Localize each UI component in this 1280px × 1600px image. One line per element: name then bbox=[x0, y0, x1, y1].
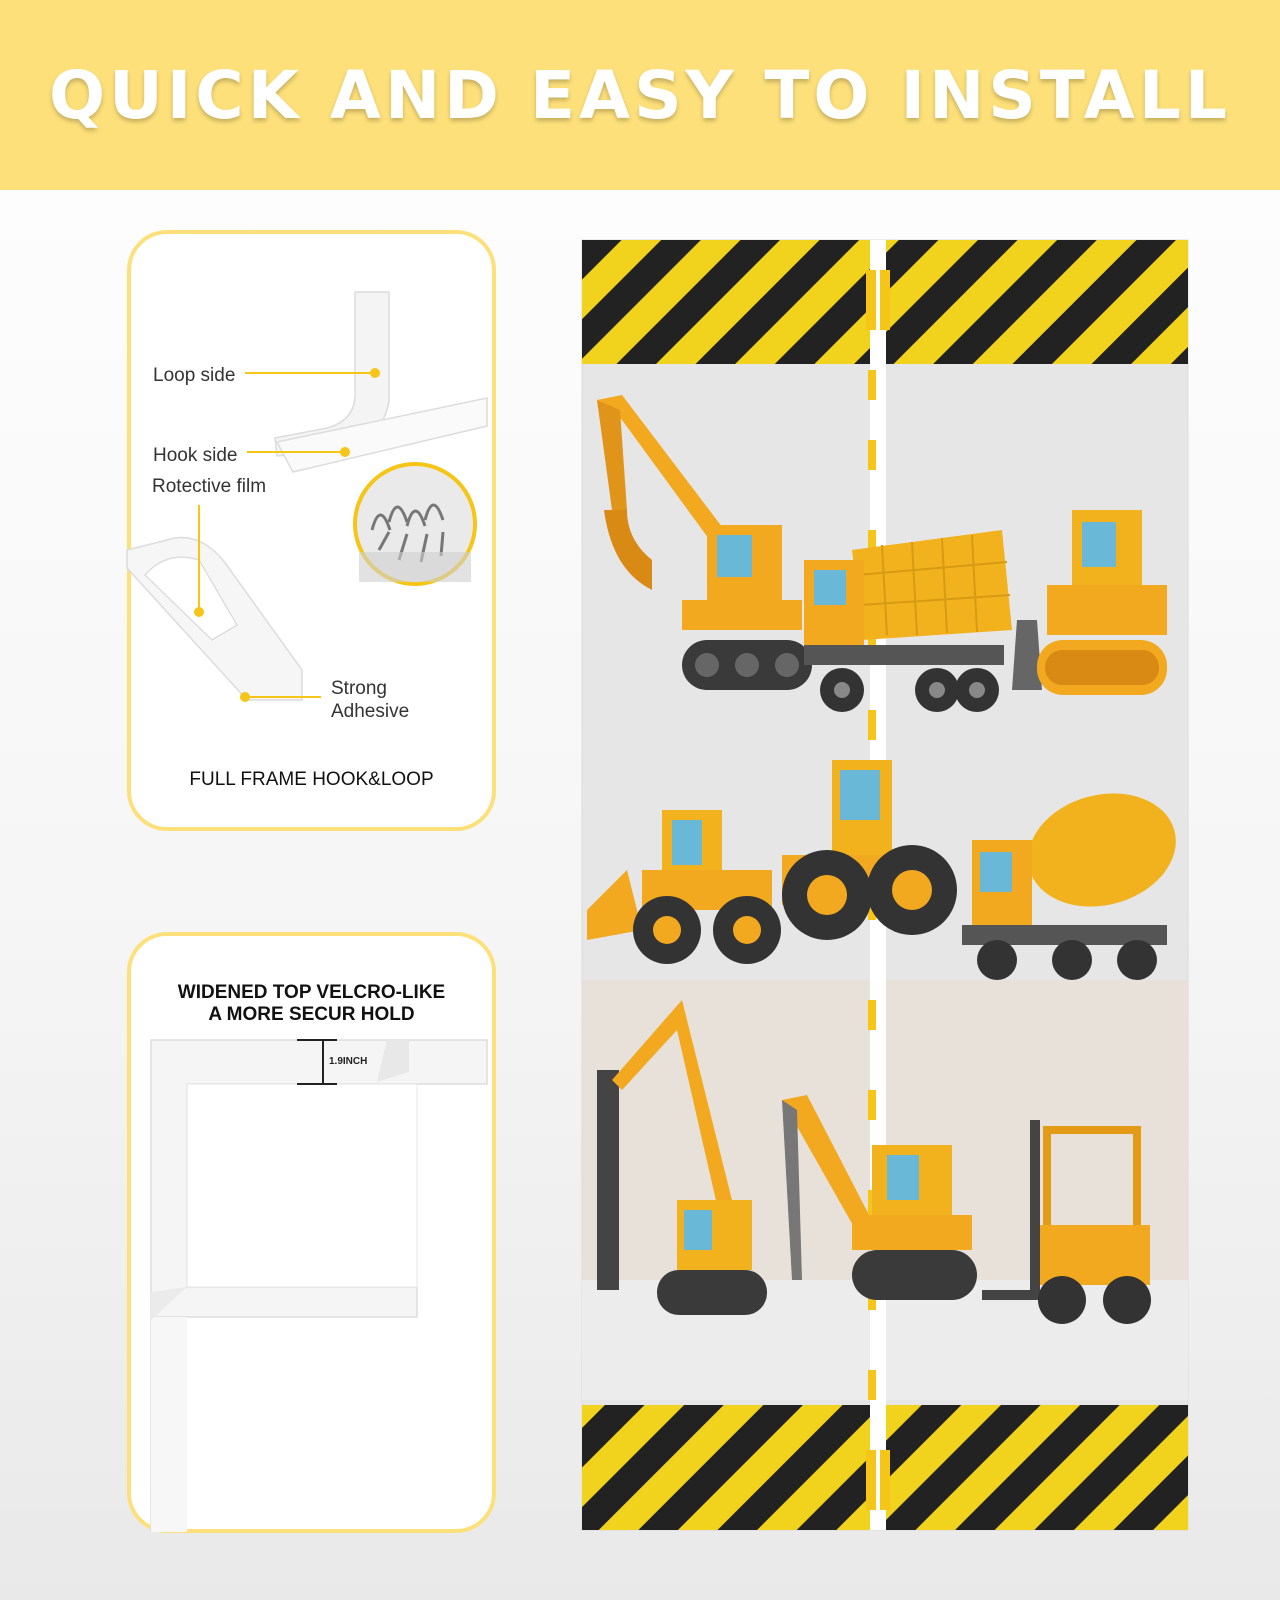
screen-door-curtain bbox=[582, 240, 1188, 1530]
hook-loop-card bbox=[127, 230, 496, 831]
velcro-title-line1: WIDENED TOP VELCRO-LIKE bbox=[177, 982, 446, 1003]
velcro-frame-illustration bbox=[127, 932, 496, 1533]
hook-loop-caption: FULL FRAME HOOK&LOOP bbox=[189, 769, 434, 790]
velcro-measurement: 1.9INCH bbox=[329, 1056, 368, 1067]
banner-title: QUICK AND EASY TO INSTALL bbox=[49, 56, 1231, 134]
loop-side-label: Loop side bbox=[153, 365, 236, 386]
velcro-title-line2: A MORE SECUR HOLD bbox=[208, 1004, 415, 1025]
hook-loop-illustration bbox=[127, 230, 496, 831]
top-banner bbox=[0, 0, 1280, 190]
protective-film-label: Rotective film bbox=[152, 476, 267, 497]
strong-adhesive-label-line1: Strong bbox=[331, 678, 387, 699]
hook-side-label: Hook side bbox=[153, 445, 238, 466]
curtain-artwork bbox=[582, 240, 1188, 1530]
velcro-card bbox=[127, 932, 496, 1533]
strong-adhesive-label-line2: Adhesive bbox=[331, 701, 410, 722]
